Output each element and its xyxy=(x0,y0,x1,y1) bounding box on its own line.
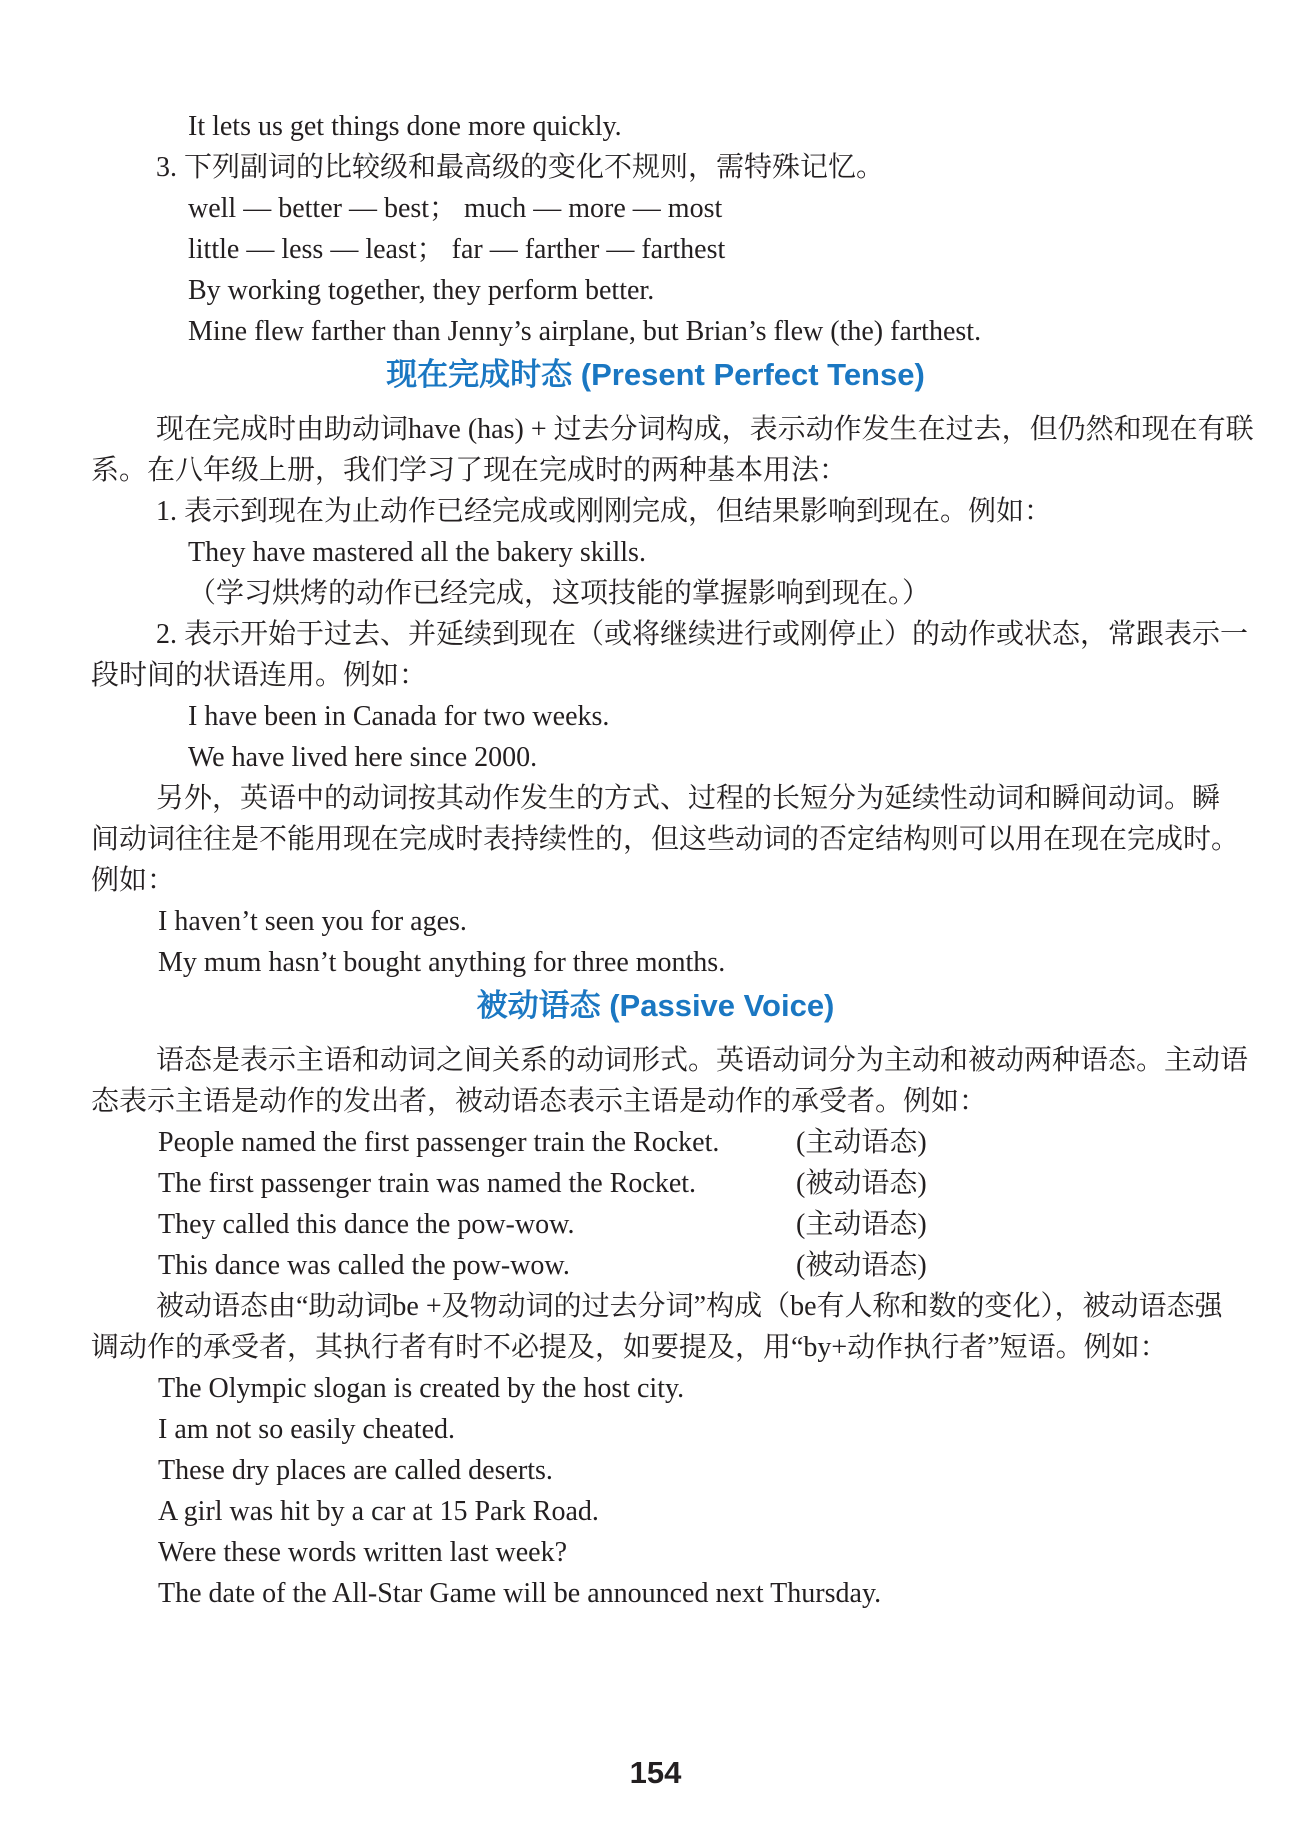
text-line: 语态是表示主语和动词之间关系的动词形式。英语动词分为主动和被动两种语态。主动语 xyxy=(156,1045,1249,1076)
page-number: 154 xyxy=(629,1755,682,1790)
text-line: I haven’t seen you for ages. xyxy=(158,906,467,937)
text-line: These dry places are called deserts. xyxy=(158,1455,553,1486)
text-line: 系。在八年级上册，我们学习了现在完成时的两种基本用法： xyxy=(91,455,848,486)
text-line: 段时间的状语连用。例如： xyxy=(91,660,428,691)
text-line: 例如： xyxy=(91,865,176,896)
voice-label: (主动语态) xyxy=(796,1209,927,1240)
text-line: 态表示主语是动作的发出者，被动语态表示主语是动作的承受者。例如： xyxy=(91,1086,988,1117)
text-line: 3. 下列副词的比较级和最高级的变化不规则，需特殊记忆。 xyxy=(156,152,885,183)
text-line: Mine flew farther than Jenny’s airplane, but Brian’s flew (the) farthest. xyxy=(188,316,982,347)
example-sentence: They called this dance the pow-wow. xyxy=(158,1209,575,1240)
text-line: By working together, they perform better. xyxy=(188,275,655,306)
voice-label: (被动语态) xyxy=(796,1168,927,1199)
text-line: My mum hasn’t bought anything for three months. xyxy=(158,947,726,978)
voice-label: (主动语态) xyxy=(796,1127,927,1158)
example-sentence-with-voice-label xyxy=(91,1204,1220,1245)
example-sentence: People named the first passenger train the Rocket. xyxy=(158,1127,720,1158)
text-line: 1. 表示到现在为止动作已经完成或刚刚完成，但结果影响到现在。例如： xyxy=(156,496,1053,527)
text-line: Were these words written last week? xyxy=(158,1537,568,1568)
page-content xyxy=(91,106,1254,1614)
section-heading: 现在完成时态 (Present Perfect Tense) xyxy=(386,357,925,392)
text-line: little — less — least； far — farther — farthest xyxy=(188,234,726,265)
text-line: 间动词往往是不能用现在完成时表持续性的，但这些动词的否定结构则可以用在现在完成时。 xyxy=(91,824,1240,855)
text-line: I am not so easily cheated. xyxy=(158,1414,456,1445)
example-sentence-with-voice-label xyxy=(91,1245,1220,1286)
text-line: 现在完成时由助动词have (has) + 过去分词构成，表示动作发生在过去，但仍然和现在有联 xyxy=(156,414,1254,445)
text-line: I have been in Canada for two weeks. xyxy=(188,701,610,732)
text-line: The Olympic slogan is created by the host city. xyxy=(158,1373,685,1404)
text-line: The date of the All-Star Game will be announced next Thursday. xyxy=(158,1578,882,1609)
text-line: well — better — best； much — more — most xyxy=(188,193,723,224)
text-line: （学习烘烤的动作已经完成，这项技能的掌握影响到现在。） xyxy=(188,578,931,609)
text-line: 另外，英语中的动词按其动作发生的方式、过程的长短分为延续性动词和瞬间动词。瞬 xyxy=(156,783,1221,814)
text-line: They have mastered all the bakery skills. xyxy=(188,537,646,568)
voice-label: (被动语态) xyxy=(796,1250,927,1281)
example-sentence: This dance was called the pow-wow. xyxy=(158,1250,570,1281)
text-line: 调动作的承受者，其执行者有时不必提及，如要提及，用“by+动作执行者”短语。例如： xyxy=(91,1332,1168,1363)
text-line: It lets us get things done more quickly. xyxy=(188,111,622,142)
example-sentence-with-voice-label xyxy=(91,1163,1220,1204)
example-sentence: The first passenger train was named the Rocket. xyxy=(158,1168,697,1199)
section-heading: 被动语态 (Passive Voice) xyxy=(476,988,835,1023)
text-line: We have lived here since 2000. xyxy=(188,742,538,773)
text-line: 2. 表示开始于过去、并延续到现在（或将继续进行或刚停止）的动作或状态，常跟表示一 xyxy=(156,619,1249,650)
text-line: A girl was hit by a car at 15 Park Road. xyxy=(158,1496,599,1527)
example-sentence-with-voice-label xyxy=(91,1122,1220,1163)
text-line: 被动语态由“助动词be +及物动词的过去分词”构成（be有人称和数的变化），被动语态强 xyxy=(156,1291,1223,1322)
